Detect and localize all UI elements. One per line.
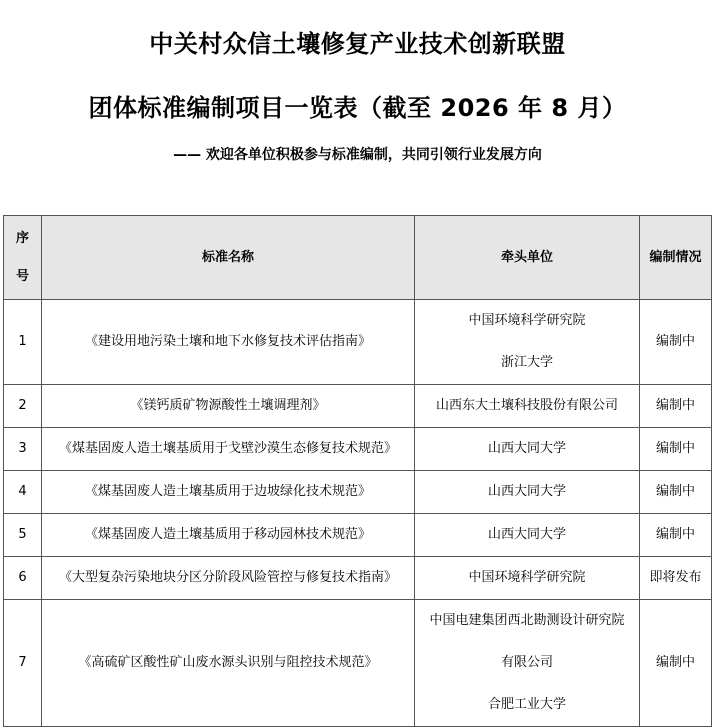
standard-name: 《煤基固废人造土壤基质用于移动园林技术规范》 bbox=[42, 514, 415, 557]
table-row bbox=[4, 300, 712, 385]
seq-header-top: 序 bbox=[15, 230, 29, 246]
standard-name: 《大型复杂污染地块分区分阶段风险管控与修复技术指南》 bbox=[42, 557, 415, 600]
lead-organization-line: 合肥工业大学 bbox=[487, 697, 566, 712]
status-cell: 编制中 bbox=[640, 514, 712, 557]
lead-organization bbox=[415, 514, 640, 557]
row-number: 3 bbox=[4, 428, 42, 471]
status-cell: 编制中 bbox=[640, 471, 712, 514]
row-number: 2 bbox=[4, 385, 42, 428]
lead-organization-line: 山西东大土壤科技股份有限公司 bbox=[435, 398, 618, 413]
table-row bbox=[4, 471, 712, 514]
row-number: 1 bbox=[4, 300, 42, 385]
lead-organization-line: 有限公司 bbox=[500, 655, 553, 670]
table-row bbox=[4, 514, 712, 557]
lead-organization-line: 中国电建集团西北勘测设计研究院 bbox=[429, 613, 625, 628]
row-number: 6 bbox=[4, 557, 42, 600]
page-subtitle-title: 团体标准编制项目一览表（截至 2026 年 8 月） bbox=[88, 94, 627, 122]
lead-organization-line: 浙江大学 bbox=[500, 355, 553, 370]
row-number: 5 bbox=[4, 514, 42, 557]
row-number: 7 bbox=[4, 600, 42, 727]
column-header-seq bbox=[4, 216, 42, 300]
table-row bbox=[4, 557, 712, 600]
status-cell: 编制中 bbox=[640, 600, 712, 727]
standard-name: 《煤基固废人造土壤基质用于戈壁沙漠生态修复技术规范》 bbox=[42, 428, 415, 471]
standard-name: 《镁钙质矿物源酸性土壤调理剂》 bbox=[42, 385, 415, 428]
column-header-status: 编制情况 bbox=[640, 216, 712, 300]
standard-name: 《高硫矿区酸性矿山废水源头识别与阻控技术规范》 bbox=[42, 600, 415, 727]
table-body bbox=[4, 300, 712, 727]
table-row bbox=[4, 385, 712, 428]
seq-header-bottom: 号 bbox=[15, 268, 29, 284]
status-cell: 编制中 bbox=[640, 300, 712, 385]
lead-organization-line: 中国环境科学研究院 bbox=[468, 313, 586, 328]
column-header-lead: 牵头单位 bbox=[415, 216, 640, 300]
table-row bbox=[4, 428, 712, 471]
lead-organization-line: 中国环境科学研究院 bbox=[468, 570, 586, 585]
table-header-row bbox=[4, 216, 712, 300]
lead-organization bbox=[415, 557, 640, 600]
lead-organization bbox=[415, 385, 640, 428]
row-number: 4 bbox=[4, 471, 42, 514]
status-cell: 即将发布 bbox=[640, 557, 712, 600]
lead-organization-line: 山西大同大学 bbox=[487, 484, 566, 499]
column-header-name: 标准名称 bbox=[42, 216, 415, 300]
standard-name: 《建设用地污染土壤和地下水修复技术评估指南》 bbox=[42, 300, 415, 385]
lead-organization-line: 山西大同大学 bbox=[487, 441, 566, 456]
page-tagline: —— 欢迎各单位积极参与标准编制，共同引领行业发展方向 bbox=[173, 147, 542, 163]
page-title: 中关村众信土壤修复产业技术创新联盟 bbox=[149, 30, 566, 58]
standards-table bbox=[3, 215, 712, 727]
lead-organization bbox=[415, 600, 640, 727]
status-cell: 编制中 bbox=[640, 385, 712, 428]
standard-name: 《煤基固废人造土壤基质用于边坡绿化技术规范》 bbox=[42, 471, 415, 514]
lead-organization bbox=[415, 428, 640, 471]
lead-organization-line: 山西大同大学 bbox=[487, 527, 566, 542]
table-row bbox=[4, 600, 712, 727]
status-cell: 编制中 bbox=[640, 428, 712, 471]
lead-organization bbox=[415, 471, 640, 514]
lead-organization bbox=[415, 300, 640, 385]
